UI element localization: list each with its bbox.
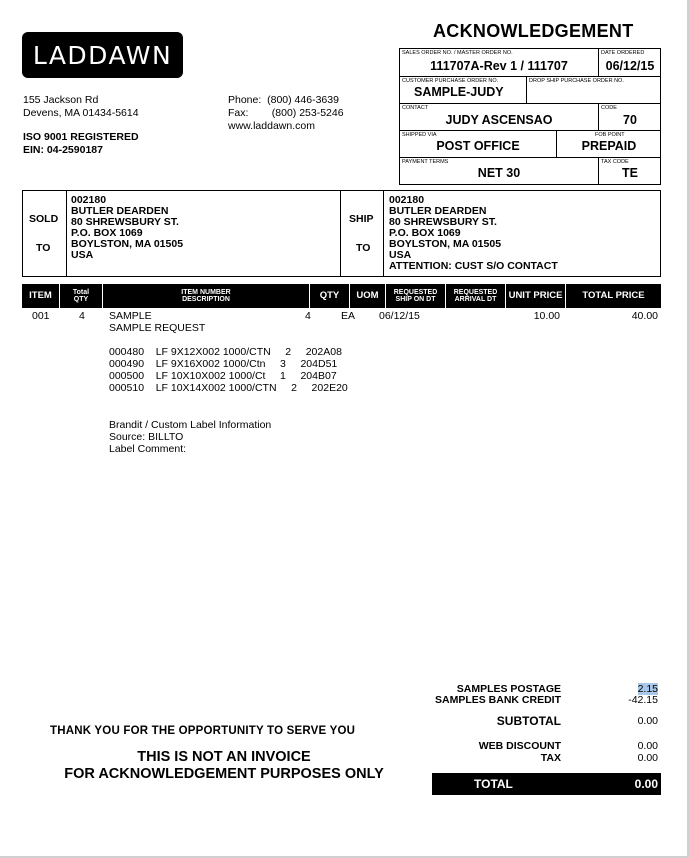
ship-to-line: USA — [389, 249, 412, 261]
sold-to-address — [71, 195, 183, 261]
ship-to-line: ATTENTION: CUST S/O CONTACT — [389, 260, 558, 272]
subtotal-label: SUBTOTAL — [496, 714, 561, 728]
customer-po-cell — [400, 77, 526, 103]
payment-terms-label: PAYMENT TERMS — [402, 159, 449, 165]
row-qty: 4 — [305, 310, 311, 322]
fob-point-cell — [556, 131, 661, 157]
ein-number: EIN: 04-2590187 — [23, 144, 103, 156]
customer-po-value: SAMPLE-JUDY — [414, 85, 504, 99]
ship-to-line: 80 SHREWSBURY ST. — [389, 216, 497, 228]
fax-number: (800) 253-5246 — [271, 107, 344, 119]
label-info-source: Source: BILLTO — [109, 431, 184, 443]
row-description: SAMPLE REQUEST — [109, 322, 206, 334]
total-label: TOTAL — [474, 777, 513, 791]
col-uom: UOM — [350, 284, 386, 308]
notice-line-1: THIS IS NOT AN INVOICE — [137, 749, 311, 765]
drop-ship-label: DROP SHIP PURCHASE ORDER NO. — [529, 78, 624, 84]
tax-code-value: TE — [622, 166, 638, 180]
fax-label: Fax: — [228, 107, 249, 119]
ship-to-line: P.O. BOX 1069 — [389, 227, 461, 239]
component-list — [109, 346, 348, 394]
row-requested-ship: 06/12/15 — [379, 310, 420, 322]
row-item-number: SAMPLE — [109, 310, 152, 322]
samples-postage-amount: 2.15 — [637, 683, 658, 695]
tax-label: TAX — [540, 752, 561, 764]
tax-code-cell — [598, 158, 661, 185]
code-cell — [598, 104, 661, 130]
shipping-row — [400, 131, 660, 158]
fob-point-label: FOB POINT — [595, 132, 625, 138]
date-ordered-cell — [598, 49, 661, 76]
contact-label: CONTACT — [402, 105, 429, 111]
subtotal-value: 0.00 — [637, 715, 658, 727]
date-ordered-value: 06/12/15 — [605, 59, 655, 73]
total-bar — [432, 773, 661, 795]
col-total-price: TOTAL PRICE — [582, 290, 645, 302]
address-line-1: 155 Jackson Rd — [23, 94, 99, 106]
company-logo — [22, 32, 183, 78]
code-label: CODE — [601, 105, 617, 111]
total-value: 0.00 — [634, 777, 658, 791]
sold-label: SOLD — [29, 213, 59, 225]
customer-po-label: CUSTOMER PURCHASE ORDER NO. — [402, 78, 499, 84]
col-item-number: ITEM NUMBER DESCRIPTION — [103, 284, 310, 308]
list-item: 000480 LF 9X12X002 1000/CTN 2 202A08 — [109, 346, 342, 358]
sold-to-label: TO — [36, 242, 51, 254]
company-registration — [23, 131, 139, 157]
row-total-qty: 4 — [79, 310, 85, 322]
label-info-comment: Label Comment: — [109, 443, 187, 455]
ship-to-line: 002180 — [389, 194, 425, 206]
not-invoice-notice — [50, 749, 398, 783]
contact-row — [400, 104, 660, 131]
sales-order-label: SALES ORDER NO. / MASTER ORDER NO. — [402, 50, 513, 56]
payment-row — [400, 158, 660, 185]
iso-registration: ISO 9001 REGISTERED — [23, 131, 139, 143]
list-item: 000510 LF 10X14X002 1000/CTN 2 202E20 — [109, 382, 348, 394]
document-title: ACKNOWLEDGEMENT — [433, 21, 634, 41]
shipped-via-value: POST OFFICE — [436, 139, 520, 153]
address-line-2: Devens, MA 01434-5614 — [23, 107, 139, 119]
tax-value: 0.00 — [637, 752, 658, 764]
sold-to-line: BUTLER DEARDEN — [71, 205, 169, 217]
company-contact — [228, 94, 344, 133]
col-total-qty: Total QTY — [60, 284, 103, 308]
sold-ship-box — [22, 190, 661, 277]
ship-to-address — [389, 195, 558, 272]
date-ordered-label: DATE ORDERED — [601, 50, 645, 56]
payment-terms-cell — [400, 158, 598, 185]
shipped-via-label: SHIPPED VIA — [402, 132, 437, 138]
contact-cell — [400, 104, 598, 130]
middle-divider — [340, 191, 341, 276]
logo-text: LADDAWN — [32, 40, 173, 70]
sales-order-row — [400, 49, 660, 77]
sold-to-line: 002180 — [71, 194, 107, 206]
row-total-price: 40.00 — [631, 310, 658, 322]
row-item: 001 — [32, 310, 50, 322]
web-discount-value: 0.00 — [637, 740, 658, 752]
sold-to-line: 80 SHREWSBURY ST. — [71, 216, 179, 228]
label-info-title: Brandit / Custom Label Information — [109, 419, 272, 431]
web-discount-label: WEB DISCOUNT — [478, 740, 561, 752]
thank-you-message: THANK YOU FOR THE OPPORTUNITY TO SERVE YOU — [50, 725, 356, 737]
sales-order-cell — [400, 49, 598, 76]
ship-to-label: TO — [356, 242, 371, 254]
line-items-header — [22, 284, 661, 308]
drop-ship-cell — [526, 77, 661, 103]
col-unit-price: UNIT PRICE — [506, 284, 566, 308]
col-qty: QTY — [310, 284, 350, 308]
ship-divider — [383, 191, 384, 276]
col-requested-arrival: REQUESTED ARRIVAL DT — [446, 284, 506, 308]
sold-to-line: BOYLSTON, MA 01505 — [71, 238, 184, 250]
website-link[interactable]: www.laddawn.com — [228, 120, 315, 132]
sold-to-line: USA — [71, 249, 94, 261]
row-uom: EA — [341, 310, 356, 322]
col-requested-ship: REQUESTED SHIP ON DT — [386, 284, 446, 308]
fob-point-value: PREPAID — [581, 139, 637, 153]
tax-code-label: TAX CODE — [601, 159, 629, 165]
ship-to-line: BOYLSTON, MA 01505 — [389, 238, 502, 250]
contact-value: JUDY ASCENSAO — [445, 113, 553, 127]
list-item: 000490 LF 9X16X002 1000/Ctn 3 204D51 — [109, 358, 338, 370]
label-information — [109, 419, 271, 455]
shipped-via-cell — [400, 131, 556, 157]
code-value: 70 — [623, 113, 637, 127]
payment-terms-value: NET 30 — [477, 166, 521, 180]
sales-order-value: 111707A-Rev 1 / 111707 — [430, 59, 568, 73]
row-unit-price: 10.00 — [533, 310, 560, 322]
sold-divider — [66, 191, 67, 276]
notice-line-2: FOR ACKNOWLEDGEMENT PURPOSES ONLY — [64, 766, 384, 782]
samples-bank-credit-label: SAMPLES BANK CREDIT — [434, 694, 561, 706]
phone-number: (800) 446-3639 — [267, 94, 339, 106]
samples-bank-credit-value: -42.15 — [628, 694, 658, 706]
ship-label: SHIP — [349, 213, 374, 225]
company-address — [23, 94, 139, 120]
sold-to-line: P.O. BOX 1069 — [71, 227, 143, 239]
col-item: ITEM — [22, 284, 60, 308]
ship-to-line: BUTLER DEARDEN — [389, 205, 487, 217]
list-item: 000500 LF 10X10X002 1000/Ct 1 204B07 — [109, 370, 337, 382]
samples-postage-label: SAMPLES POSTAGE — [456, 683, 561, 695]
phone-label: Phone: — [228, 94, 262, 106]
purchase-order-row — [400, 77, 660, 104]
order-info-box — [399, 48, 661, 185]
